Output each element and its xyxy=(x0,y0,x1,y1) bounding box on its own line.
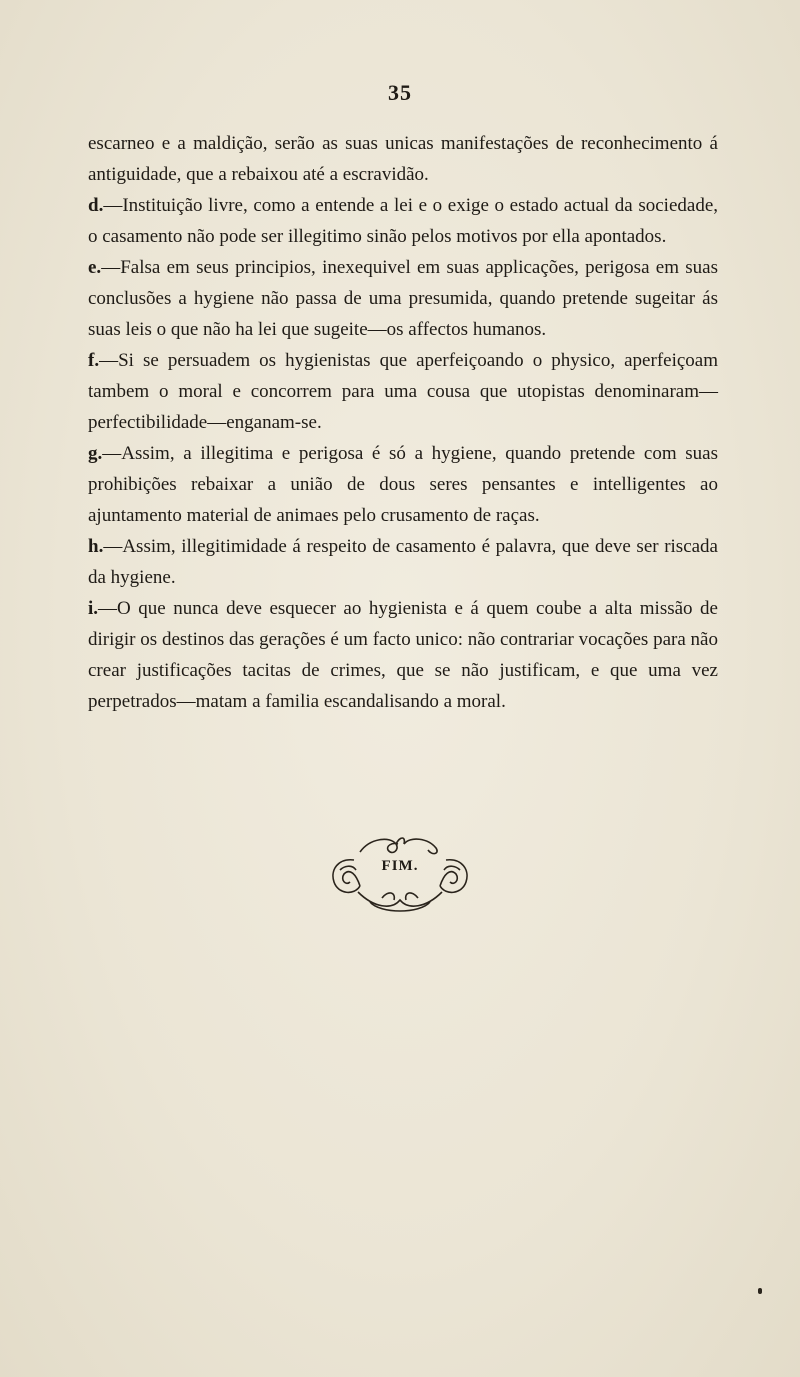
opening-paragraph: escarneo e a maldição, serão as suas unicas manifestações de reconhecimento á antiguidade, que a rebaixou até a escravidão. xyxy=(88,133,718,185)
paragraph-text: —Instituição livre, como a entende a lei e o exige o estado actual da sociedade, o casamento não pode ser illegitimo sinão pelos motivos por ella apontados. xyxy=(88,195,718,247)
paragraph-letter: i. xyxy=(88,598,99,619)
paragraph-text: —O que nunca deve esquecer ao hygienista e á quem coube a alta missão de dirigir os destinos das gerações é um facto unico: não contrariar vocações para não crear justificações tacitas de crimes, que se não justificam, e que uma vez perpetrados—matam a familia escandalisando a moral. xyxy=(88,598,718,712)
paragraph-text: —Assim, illegitimidade á respeito de casamento é palavra, que deve ser riscada da hygiene. xyxy=(88,536,718,588)
page-number: 35 xyxy=(388,80,412,105)
fim-label: FIM. xyxy=(381,858,419,874)
paragraph-g xyxy=(88,438,718,531)
ornament-icon xyxy=(300,830,500,920)
paragraph-f xyxy=(88,345,718,438)
paragraph-text: —Falsa em seus principios, inexequivel em suas applicações, perigosa em suas conclusões a hygiene não passa de uma presumida, quando pretende sugeitar ás suas leis o que não ha lei que sugeite—os affectos humanos. xyxy=(88,257,718,340)
paragraph-letter: e. xyxy=(88,257,102,278)
body-text xyxy=(88,128,718,717)
paragraph-letter: g. xyxy=(88,443,103,464)
end-ornament xyxy=(300,830,500,920)
stray-ink-mark xyxy=(758,1288,762,1294)
paragraph-h xyxy=(88,531,718,593)
paragraph-text: —Assim, a illegitima e perigosa é só a hygiene, quando pretende com suas prohibições rebaixar a união de dous seres pensantes e intelligentes ao ajuntamento material de animaes pelo crusamento de raças. xyxy=(88,443,718,526)
paragraph-letter: h. xyxy=(88,536,104,557)
paragraph-letter: d. xyxy=(88,195,104,216)
paragraph-text: —Si se persuadem os hygienistas que aperfeiçoando o physico, aperfeiçoam tambem o moral e concorrem para uma cousa que utopistas denominaram—perfectibilidade—enganam-se. xyxy=(88,350,718,433)
paragraph-d xyxy=(88,190,718,252)
paragraph-i xyxy=(88,593,718,717)
paragraph-e xyxy=(88,252,718,345)
paragraph-letter: f. xyxy=(88,350,100,371)
